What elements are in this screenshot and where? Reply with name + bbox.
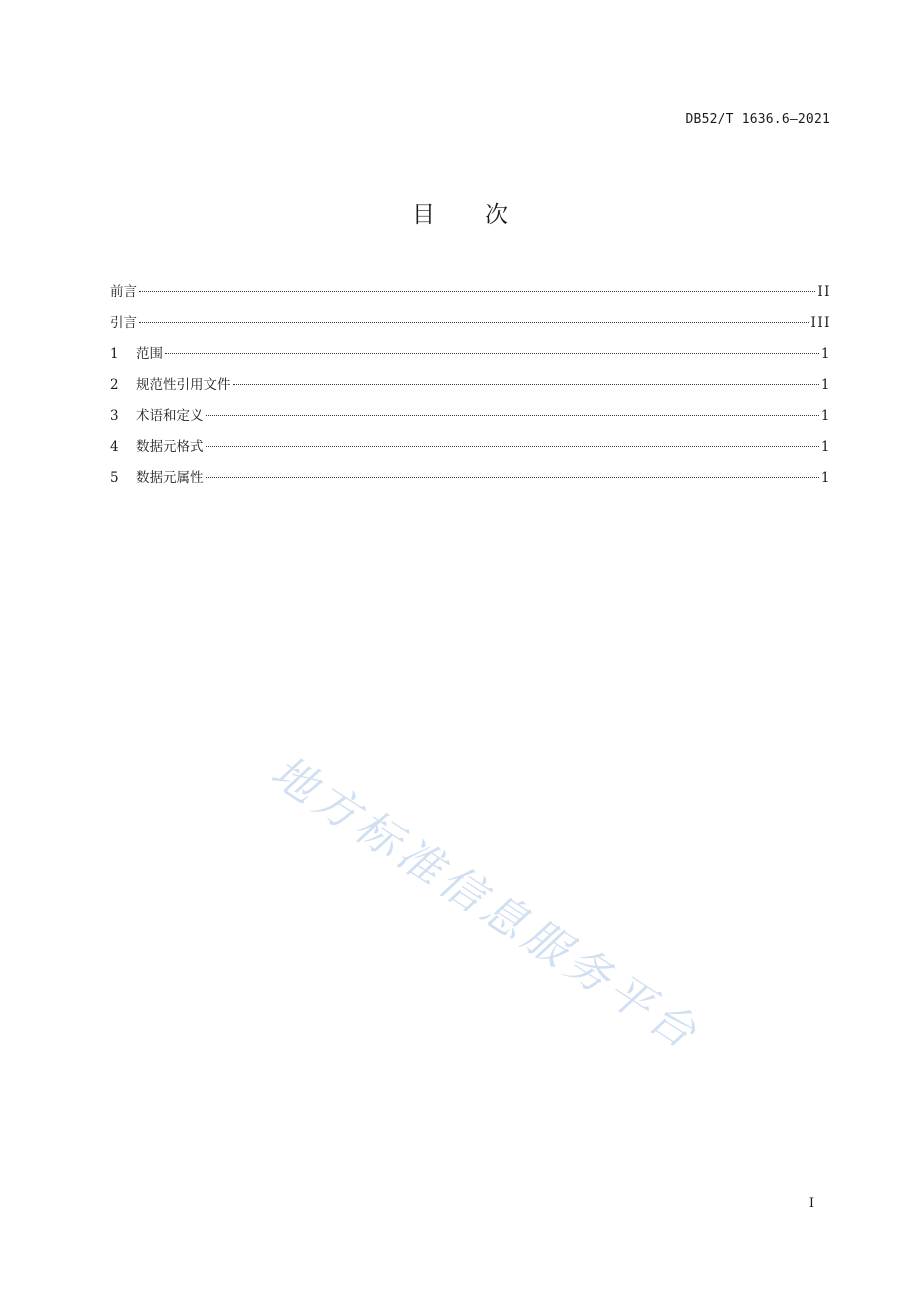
page-title: 目次 bbox=[412, 202, 558, 228]
toc-entry-page: III bbox=[810, 315, 831, 331]
toc-entry-page: 1 bbox=[820, 408, 831, 424]
toc-entry-label: 引言 bbox=[110, 315, 137, 331]
toc-dot-leader bbox=[206, 415, 819, 416]
toc-dot-leader bbox=[206, 477, 819, 478]
toc-entry-label: 范围 bbox=[136, 346, 163, 362]
toc-entry-page: 1 bbox=[820, 377, 831, 393]
toc-entry-label: 前言 bbox=[110, 284, 137, 300]
toc-dot-leader bbox=[233, 384, 819, 385]
toc-entry-page: 1 bbox=[820, 470, 831, 486]
toc-dot-leader bbox=[139, 291, 815, 292]
toc-entry-page: 1 bbox=[820, 439, 831, 455]
toc-entry-scope[interactable] bbox=[110, 342, 831, 373]
toc-entry-number: 5 bbox=[110, 470, 119, 486]
toc-entry-foreword[interactable] bbox=[110, 280, 831, 311]
watermark: 地方标准信息服务平台 bbox=[261, 746, 710, 1062]
toc-entry-number: 3 bbox=[110, 408, 119, 424]
toc-entry-number: 1 bbox=[110, 346, 119, 362]
toc-entry-label: 数据元属性 bbox=[136, 470, 204, 486]
table-of-contents bbox=[110, 280, 831, 497]
toc-entry-introduction[interactable] bbox=[110, 311, 831, 342]
page-number: I bbox=[808, 1196, 814, 1211]
toc-entry-page: II bbox=[817, 284, 831, 300]
toc-entry-page: 1 bbox=[820, 346, 831, 362]
toc-dot-leader bbox=[206, 446, 819, 447]
toc-entry-label: 规范性引用文件 bbox=[136, 377, 231, 393]
toc-entry-label: 数据元格式 bbox=[136, 439, 204, 455]
toc-entry-number: 2 bbox=[110, 377, 119, 393]
toc-entry-number: 4 bbox=[110, 439, 119, 455]
toc-dot-leader bbox=[139, 322, 809, 323]
toc-entry-data-element-format[interactable] bbox=[110, 435, 831, 466]
document-code: DB52/T 1636.6—2021 bbox=[685, 112, 830, 127]
toc-entry-normative-references[interactable] bbox=[110, 373, 831, 404]
toc-entry-data-element-attributes[interactable] bbox=[110, 466, 831, 497]
toc-entry-terms-definitions[interactable] bbox=[110, 404, 831, 435]
toc-entry-label: 术语和定义 bbox=[136, 408, 204, 424]
toc-dot-leader bbox=[165, 353, 819, 354]
